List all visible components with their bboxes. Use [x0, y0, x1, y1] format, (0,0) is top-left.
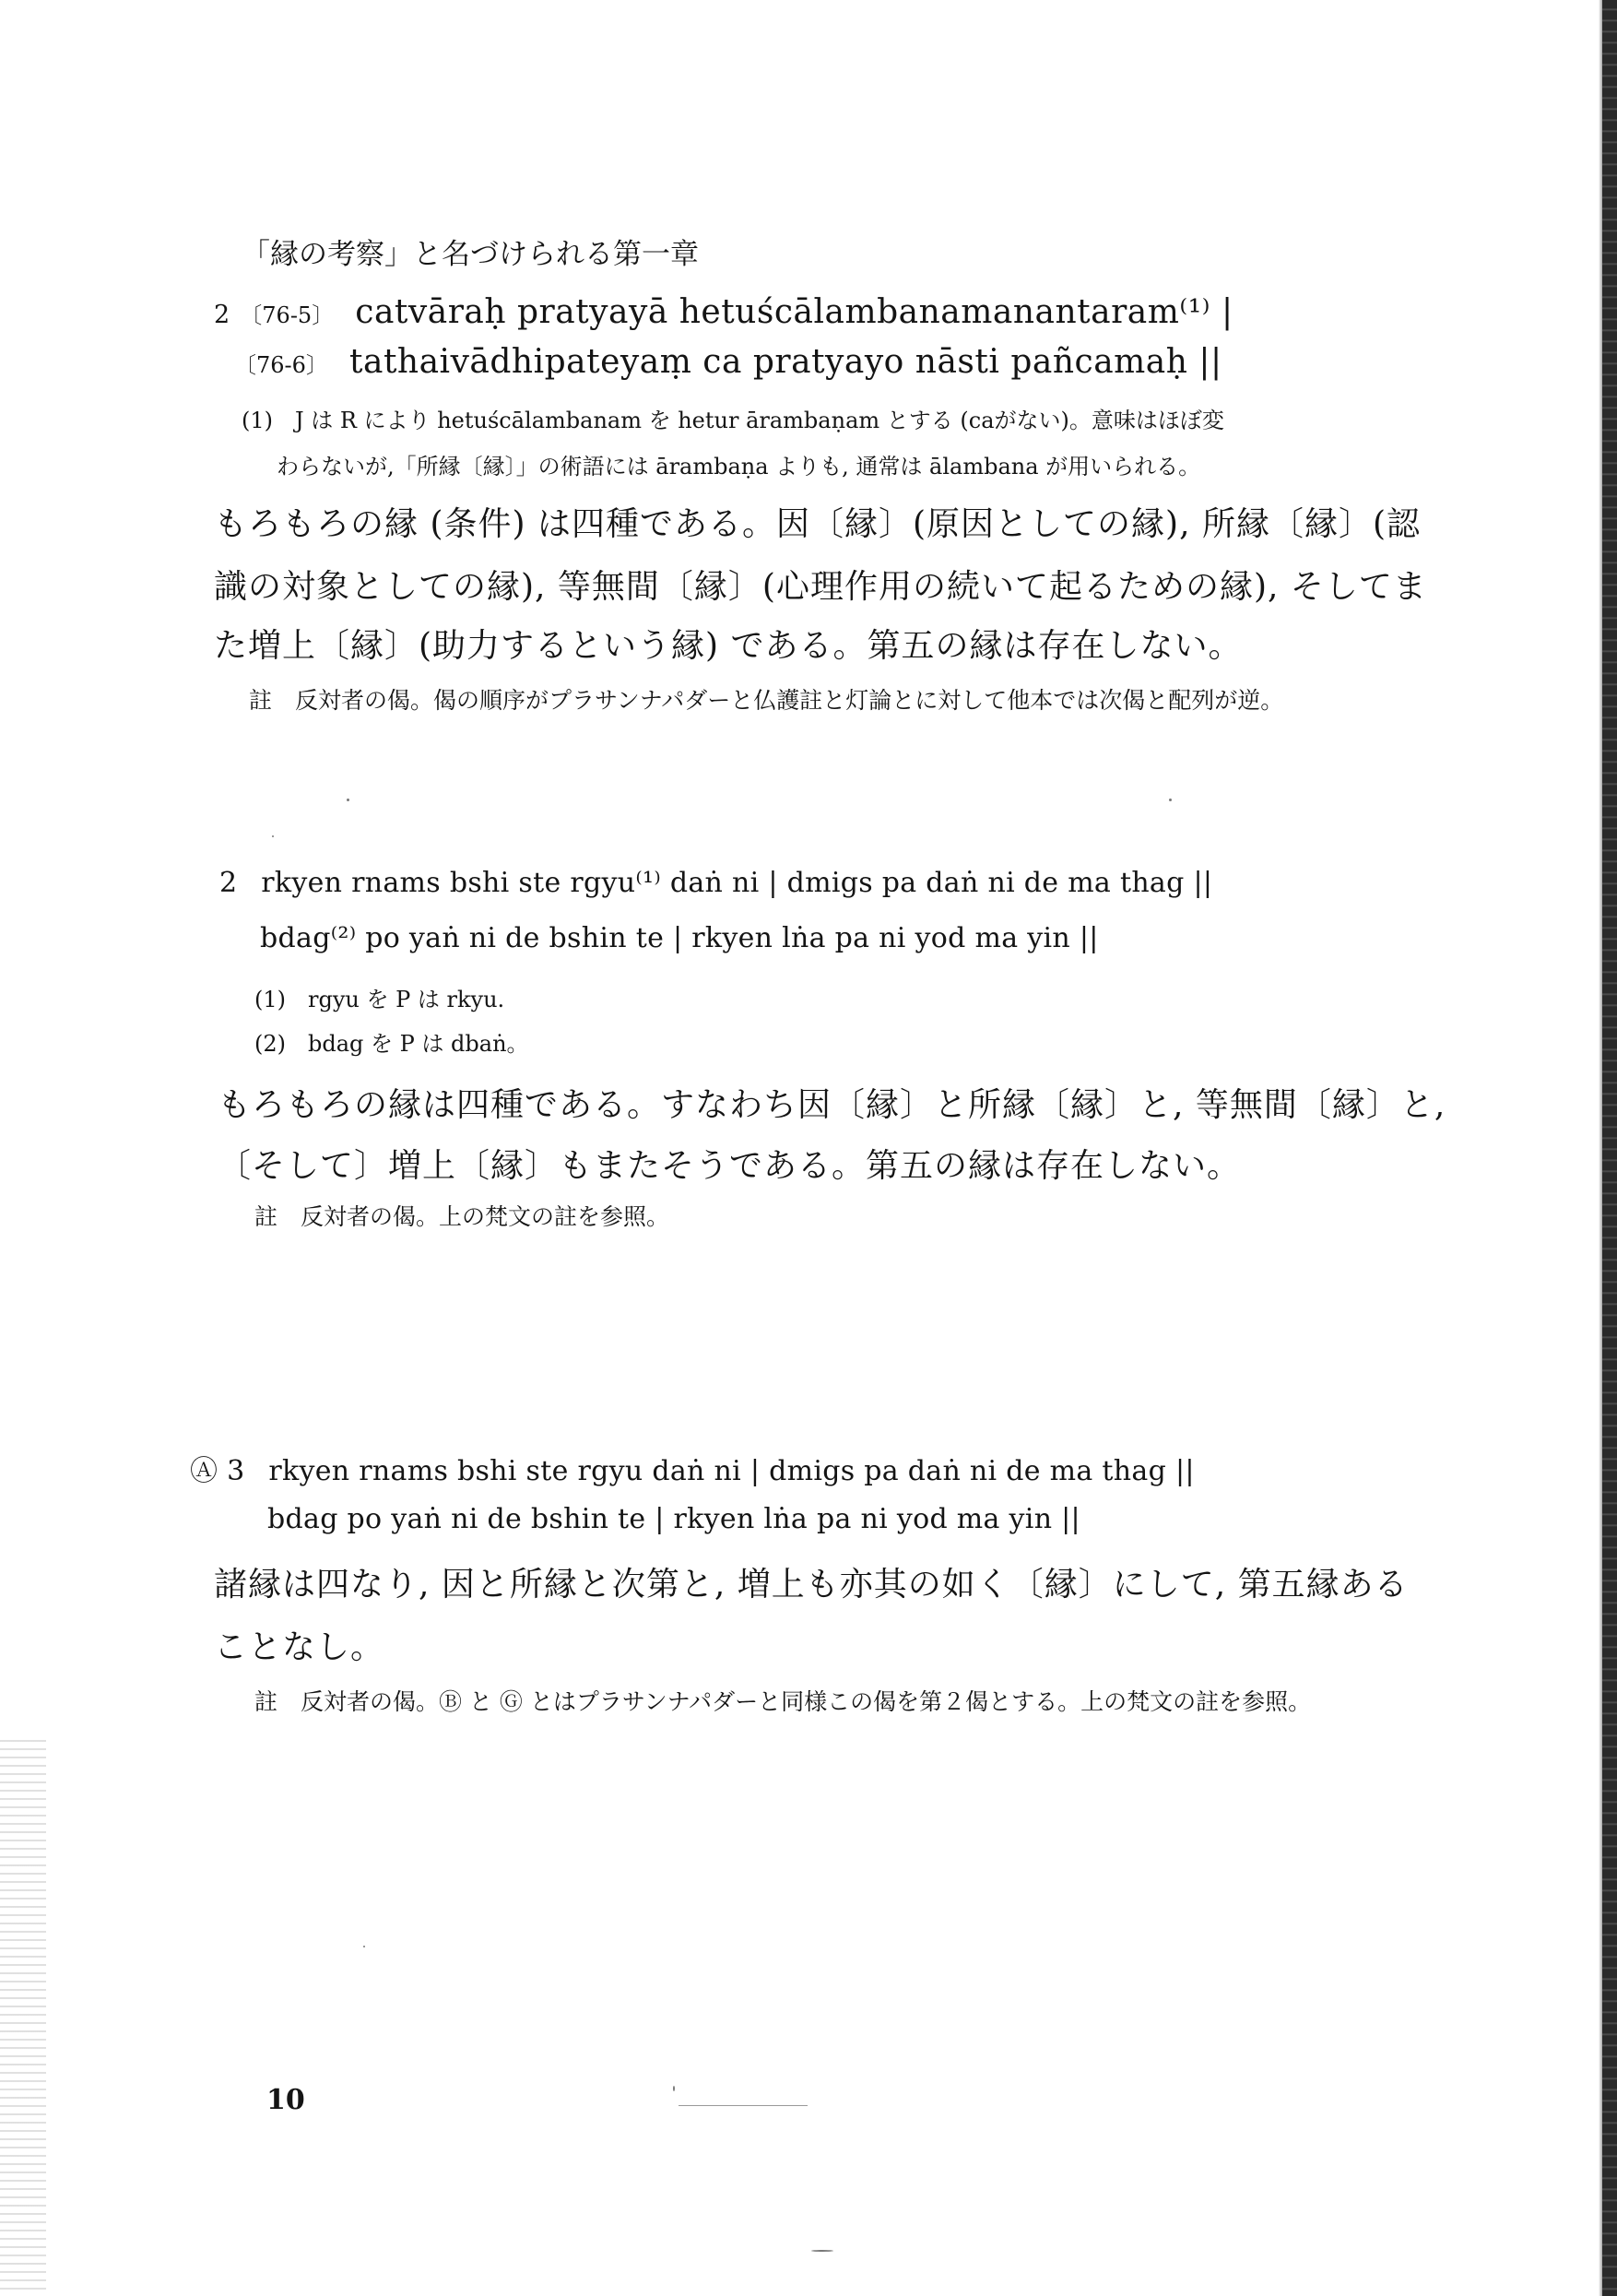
scan-edge-shadow — [1602, 0, 1617, 2296]
scan-speck — [363, 1946, 365, 1947]
scan-speck — [811, 2250, 833, 2252]
sanskrit-translation-line-3: た増上〔縁〕(助力するという縁) である。第五の縁は存在しない。 — [214, 627, 1243, 665]
sanskrit-note-1-line-2: わらないが,「所縁〔縁〕」の術語には ārambaṇa よりも, 通常は ālambana が用いられる。 — [277, 454, 1201, 479]
sanskrit-line-2-text: tathaivādhipateyaṃ ca pratyayo nāsti pañcamaḥ || — [349, 343, 1222, 381]
sanskrit-verse-line-1 — [214, 293, 1233, 331]
tibetan-comment: 註 反対者の偈。上の梵文の註を参照。 — [254, 1203, 670, 1230]
tibetan-verse-line-2: bdag⁽²⁾ po yaṅ ni de bshin te | rkyen lṅa pa ni yod ma yin || — [260, 922, 1099, 954]
akutobhaya-translation-line-1: 諸縁は四なり, 因と所縁と次第と, 増上も亦其の如く〔縁〕にして, 第五縁ある — [214, 1566, 1409, 1604]
akutobhaya-verse-line-2: bdag po yaṅ ni de bshin te | rkyen lṅa pa ni yod ma yin || — [267, 1503, 1080, 1535]
akutobhaya-label: Ⓐ 3 — [190, 1455, 245, 1487]
sanskrit-comment: 註 反対者の偈。偈の順序がプラサンナパダーと仏護註と灯論とに対して他本では次偈と配列が逆。 — [249, 687, 1284, 714]
tibetan-line-1-text: rkyen rnams bshi ste rgyu⁽¹⁾ daṅ ni | dmigs pa daṅ ni de ma thag || — [261, 867, 1213, 899]
scan-speck — [347, 799, 349, 801]
tibetan-note-1: (1) rgyu を P は rkyu. — [254, 987, 505, 1012]
scan-left-noise — [0, 1734, 46, 2296]
sanskrit-translation-line-2: 識の対象としての縁), 等無間〔縁〕(心理作用の続いて起るための縁), そしてま — [214, 568, 1427, 606]
scan-speck — [1169, 799, 1172, 801]
akutobhaya-line-1-text: rkyen rnams bshi ste rgyu daṅ ni | dmigs pa daṅ ni de ma thag || — [268, 1455, 1195, 1487]
akutobhaya-translation-line-2: ことなし。 — [214, 1628, 385, 1666]
sanskrit-line-1-ref: 〔76-5〕 — [240, 302, 335, 328]
sanskrit-line-1-text: catvāraḥ pratyayā hetuścālambanamanantaram⁽¹⁾ | — [355, 293, 1233, 331]
page-number: 10 — [266, 2084, 305, 2116]
scan-speck — [272, 835, 274, 837]
chapter-heading: 「縁の考察」と名づけられる第一章 — [242, 238, 699, 271]
sanskrit-note-1-line-1: (1) J は R により hetuścālambanam を hetur ārambaṇam とする (caがない)。意味はほぼ変 — [242, 408, 1224, 433]
scan-speck — [673, 2086, 675, 2091]
sanskrit-verse-line-2 — [234, 343, 1222, 381]
sanskrit-translation-line-1: もろもろの縁 (条件) は四種である。因〔縁〕(原因としての縁), 所縁〔縁〕(認 — [214, 505, 1421, 543]
scan-speck — [679, 2105, 808, 2106]
tibetan-translation-line-2: 〔そして〕増上〔縁〕もまたそうである。第五の縁は存在しない。 — [218, 1147, 1242, 1185]
scan-edge-gradient — [1599, 0, 1602, 2296]
akutobhaya-verse-line-1 — [190, 1448, 1195, 1488]
sanskrit-line-2-ref: 〔76-6〕 — [234, 352, 328, 378]
tibetan-verse-number: 2 — [219, 867, 238, 899]
tibetan-verse-line-1 — [219, 867, 1212, 899]
akutobhaya-comment: 註 反対者の偈。Ⓑ と Ⓖ とはプラサンナパダーと同様この偈を第２偈とする。上の梵文の註を参照。 — [254, 1688, 1312, 1715]
sanskrit-verse-number: 2 — [214, 301, 230, 329]
tibetan-translation-line-1: もろもろの縁は四種である。すなわち因〔縁〕と所縁〔縁〕と, 等無間〔縁〕と, — [218, 1086, 1446, 1124]
tibetan-note-2: (2) bdag を P は dbaṅ。 — [254, 1031, 529, 1057]
